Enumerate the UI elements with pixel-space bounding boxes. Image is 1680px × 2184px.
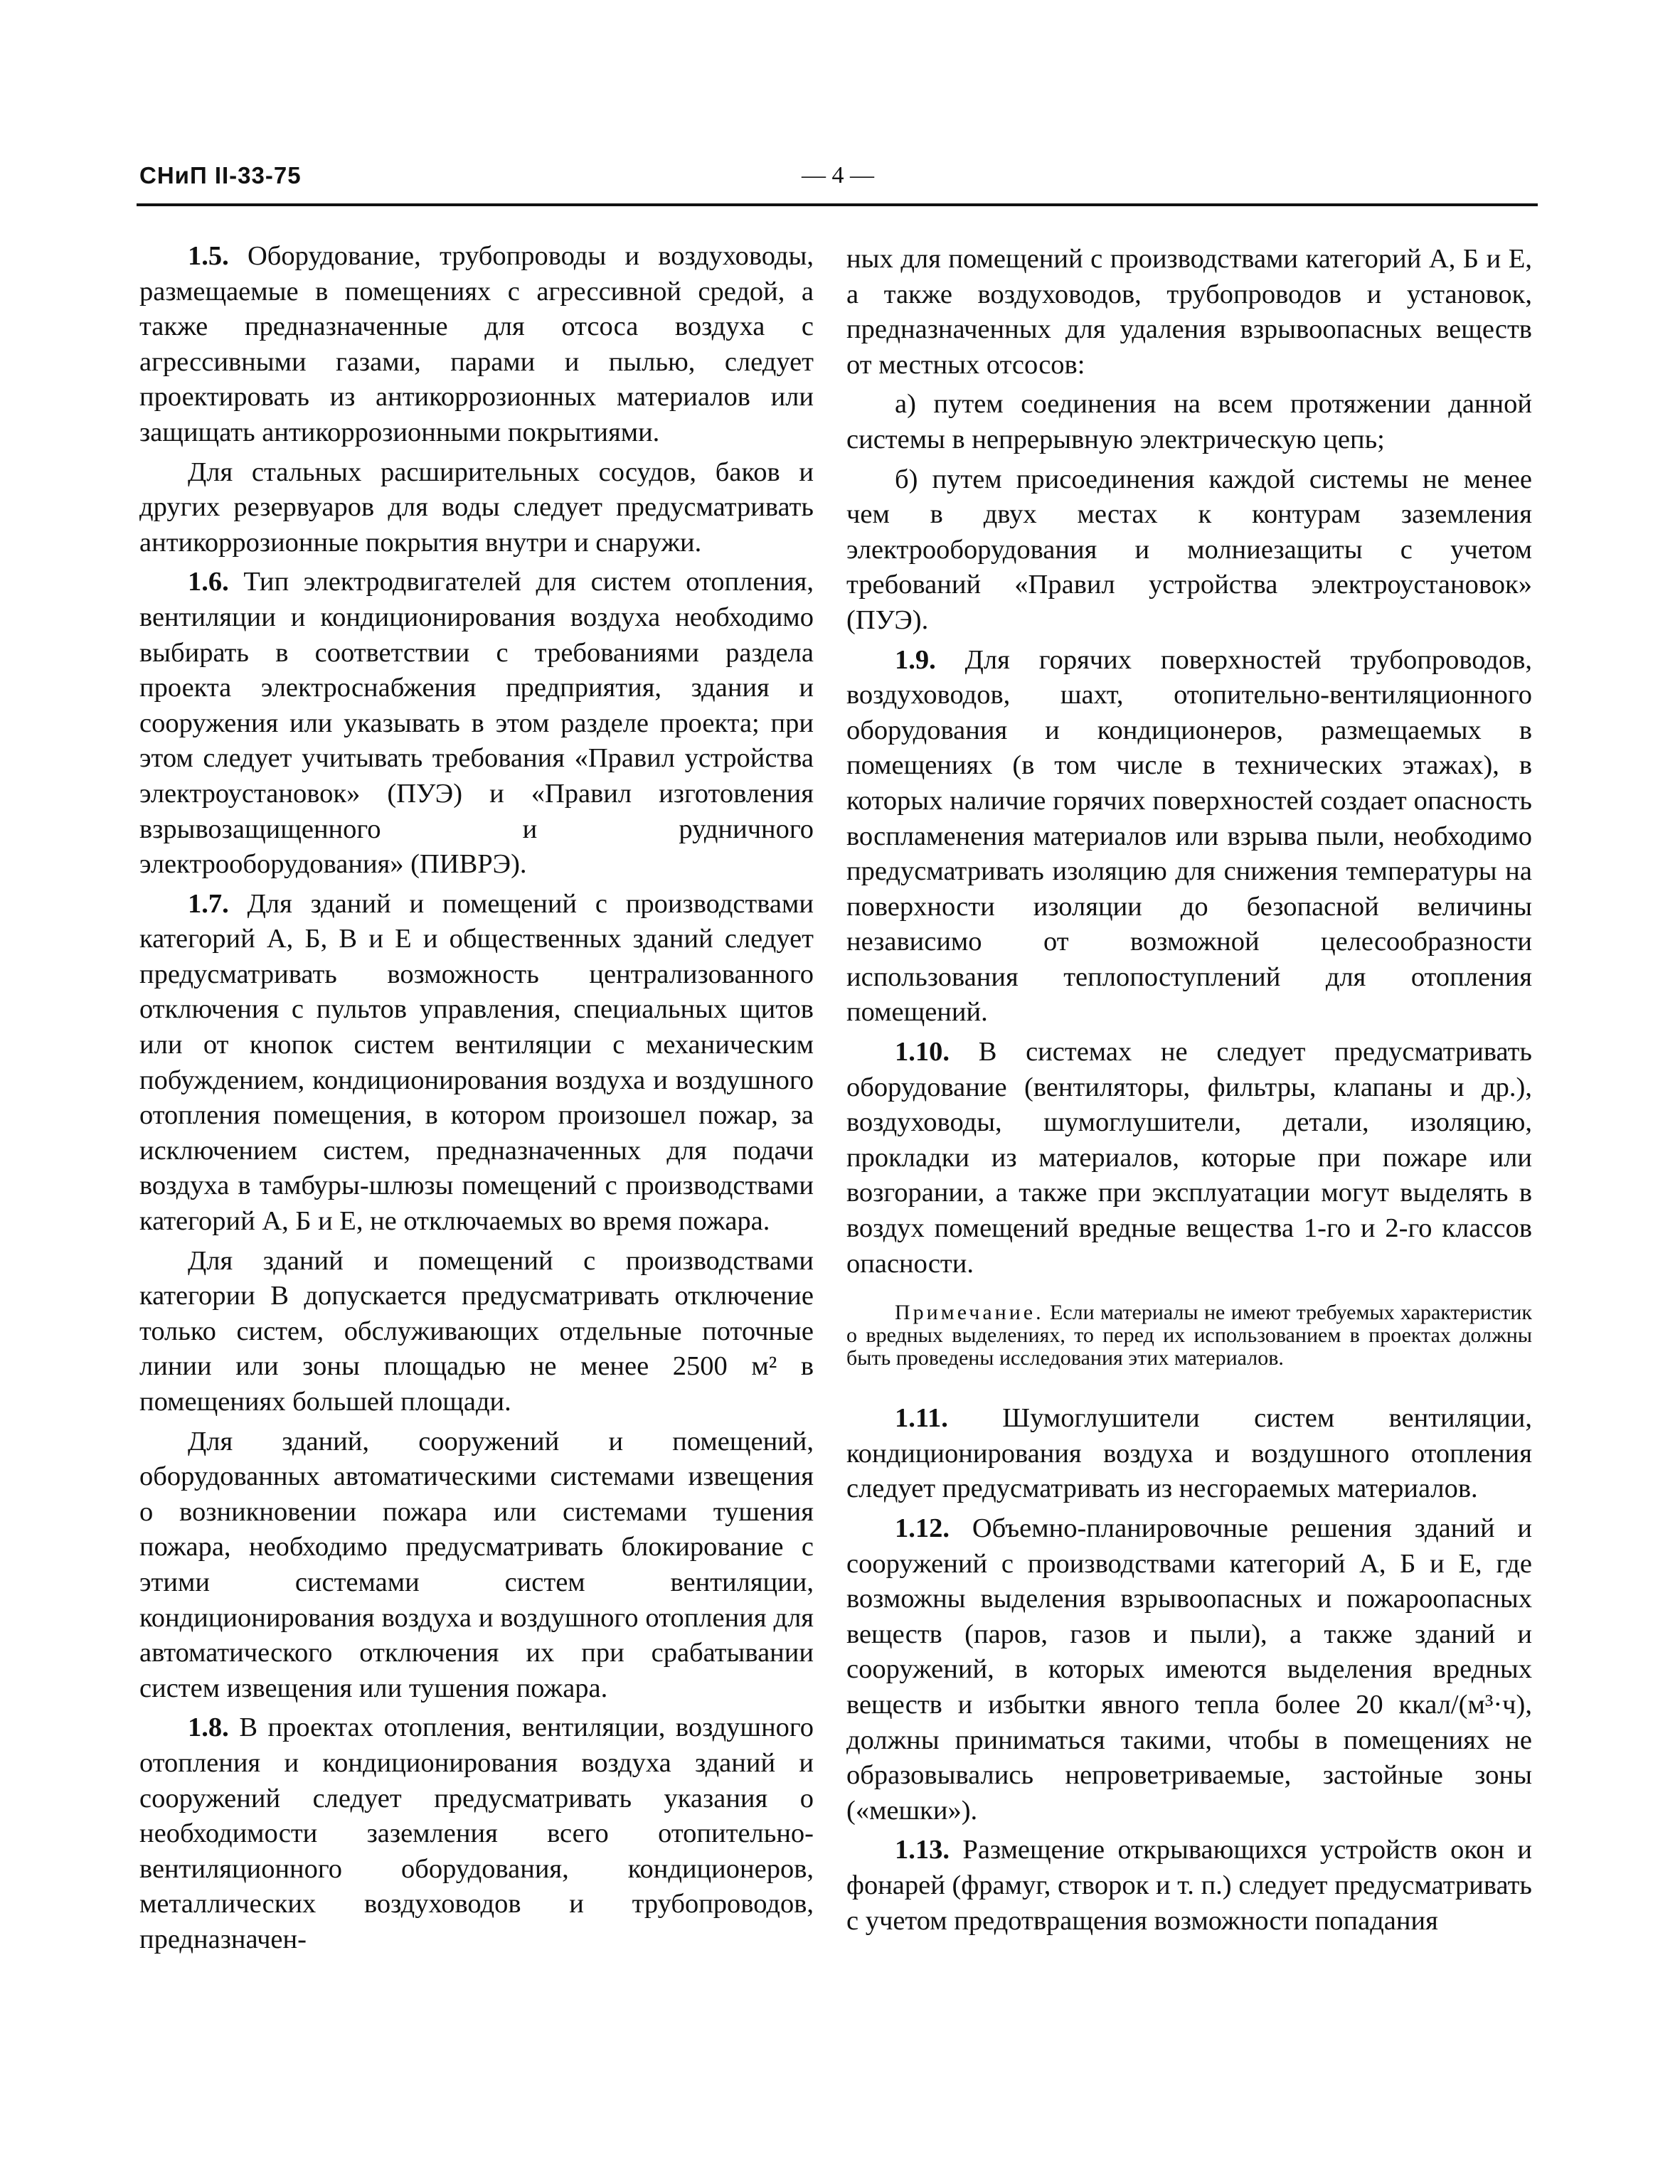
clause-number: 1.5.: [188, 241, 229, 271]
paragraph-1-6: [139, 565, 814, 882]
clause-text: а) путем соединения на всем протяжении данной системы в непрерывную электрическую цепь;: [846, 389, 1532, 454]
paragraph-1-11: [846, 1401, 1532, 1507]
paragraph-1-5-tanks: [139, 455, 814, 561]
clause-number: 1.11.: [895, 1403, 948, 1434]
clause-number: 1.13.: [895, 1835, 950, 1865]
paragraph-1-7-category-b: [139, 1244, 814, 1420]
clause-text: б) путем присоединения каждой системы не менее чем в двух местах к контурам заземления электрооборудования и молниезащиты с учетом требований «Правил устройства электроустановок» (ПУЭ).: [846, 464, 1532, 635]
note-label: Примечание.: [895, 1301, 1044, 1325]
clause-text: Шумоглушители систем вентиляции, кондиционирования воздуха и воздушного отопления следует предусматривать из несгораемых материалов.: [846, 1403, 1532, 1504]
paragraph-1-13: [846, 1833, 1532, 1939]
clause-text: ных для помещений с производствами категорий А, Б и Е, а также воздуховодов, трубопроводов и установок, предназначенных для удаления взрывоопасных веществ от местных отсосов:: [846, 244, 1532, 380]
clause-text: Для зданий и помещений с производствами категорий А, Б, В и Е и общественных зданий следует предусматривать возможность централизованного отключения с пультов управления, специальных щитов или от кнопок систем вентиляции с механическим побуждением, кондиционирования воздуха и воздушного отопления помещения, в котором произошел пожар, за исключением систем, предназначенных для подачи воздуха в тамбуры-шлюзы помещений с производствами категорий А, Б и Е, не отключаемых во время пожара.: [139, 888, 814, 1237]
clause-text: В системах не следует предусматривать оборудование (вентиляторы, фильтры, клапаны и др.), воздуховоды, шумоглушители, детали, изоляцию, прокладки из материалов, которые при пожаре или возгорании, а также при эксплуатации могут выделять в воздух помещений вредные вещества 1-го и 2-го классов опасности.: [846, 1037, 1532, 1279]
clause-number: 1.7.: [188, 888, 229, 919]
paragraph-1-8: [139, 1710, 814, 1957]
note: [846, 1301, 1532, 1370]
paragraph-1-5: [139, 239, 814, 451]
clause-text: Для зданий и помещений с производствами категории В допускается предусматривать отключение только систем, обслуживающих отдельные поточные линии или зоны площадью не менее 2500 м² в помещениях большей площади.: [139, 1245, 814, 1417]
paragraph-1-9: [846, 643, 1532, 1031]
page-number: — 4 —: [802, 162, 874, 188]
clause-text: Для зданий, сооружений и помещений, оборудованных автоматическими системами извещения о возникновении пожара или системами тушения пожара, необходимо предусматривать блокирование с этими системами систем вентиляции, кондиционирования воздуха и воздушного отопления для автоматического отключения их при срабатывании систем извещения или тушения пожара.: [139, 1426, 814, 1703]
left-column: [139, 239, 814, 1962]
paragraph-1-12: [846, 1511, 1532, 1828]
clause-text: Для стальных расширительных сосудов, баков и других резервуаров для воды следует предусматривать антикоррозионные покрытия внутри и снаружи.: [139, 457, 814, 558]
paragraph-1-7: [139, 887, 814, 1240]
clause-text: Размещение открывающихся устройств окон и фонарей (фрамуг, створок и т. п.) следует предусматривать с учетом предотвращения возможности попадания: [846, 1835, 1533, 1936]
header-rule: [137, 203, 1538, 206]
paragraph-1-8-continued: [846, 242, 1532, 383]
paragraph-1-10: [846, 1035, 1532, 1282]
clause-text: Объемно-планировочные решения зданий и сооружений с производствами категорий А, Б и Е, где возможны выделения взрывоопасных и пожароопасных веществ (паров, газов и пыли), а также зданий и сооружений, в которых имеются выделения вредных веществ и избытки явного тепла более 20 ккал/(м³·ч), должны приниматься такими, чтобы в помещениях не образовывались непроветриваемые, застойные зоны («мешки»).: [846, 1513, 1532, 1826]
right-column: [846, 242, 1532, 1943]
clause-number: 1.6.: [188, 567, 229, 597]
clause-text: В проектах отопления, вентиляции, воздушного отопления и кондиционирования воздуха зданий и сооружений следует предусматривать указания о необходимости заземления всего отопительно-вентиляционного оборудования, кондиционеров, металлических воздуховодов и трубопроводов, предназначен-: [139, 1712, 814, 1954]
clause-number: 1.8.: [188, 1712, 229, 1743]
clause-text: Тип электродвигателей для систем отопления, вентиляции и кондиционирования воздуха необходимо выбирать в соответствии с требованиями раздела проекта электроснабжения предприятия, здания и сооружения или указывать в этом разделе проекта; при этом следует учитывать требования «Правил устройства электроустановок» (ПУЭ) и «Правил изготовления взрывозащищенного и рудничного электрооборудования» (ПИВРЭ).: [139, 567, 814, 880]
clause-text: Для горячих поверхностей трубопроводов, воздуховодов, шахт, отопительно-вентиляционного оборудования и кондиционеров, размещаемых в помещениях (в том числе в технических этажах), в которых наличие горячих поверхностей создает опасность воспламенения материалов или взрыва пыли, необходимо предусматривать изоляцию для снижения температуры на поверхности изоляции до безопасной величины независимо от возможной целесообразности использования теплопоступлений для отопления помещений.: [846, 644, 1533, 1028]
document-code: СНиП II-33-75: [139, 162, 302, 188]
list-item-a: [846, 387, 1532, 457]
clause-text: Оборудование, трубопроводы и воздуховоды, размещаемые в помещениях с агрессивной средой, а также предназначенные для отсоса воздуха с агрессивными газами, парами и пылью, следует проектировать из антикоррозионных материалов или защищать антикоррозионными покрытиями.: [139, 241, 814, 447]
clause-number: 1.12.: [895, 1513, 950, 1543]
page-header: [139, 162, 1536, 199]
clause-number: 1.10.: [895, 1037, 950, 1067]
note-text: Если материалы не имеют требуемых характеристик о вредных выделениях, то перед их использованием в проектах должны быть проведены исследования этих материалов.: [846, 1301, 1532, 1370]
list-item-b: [846, 462, 1532, 639]
clause-number: 1.9.: [895, 644, 936, 675]
paragraph-1-7-fire-systems: [139, 1424, 814, 1707]
